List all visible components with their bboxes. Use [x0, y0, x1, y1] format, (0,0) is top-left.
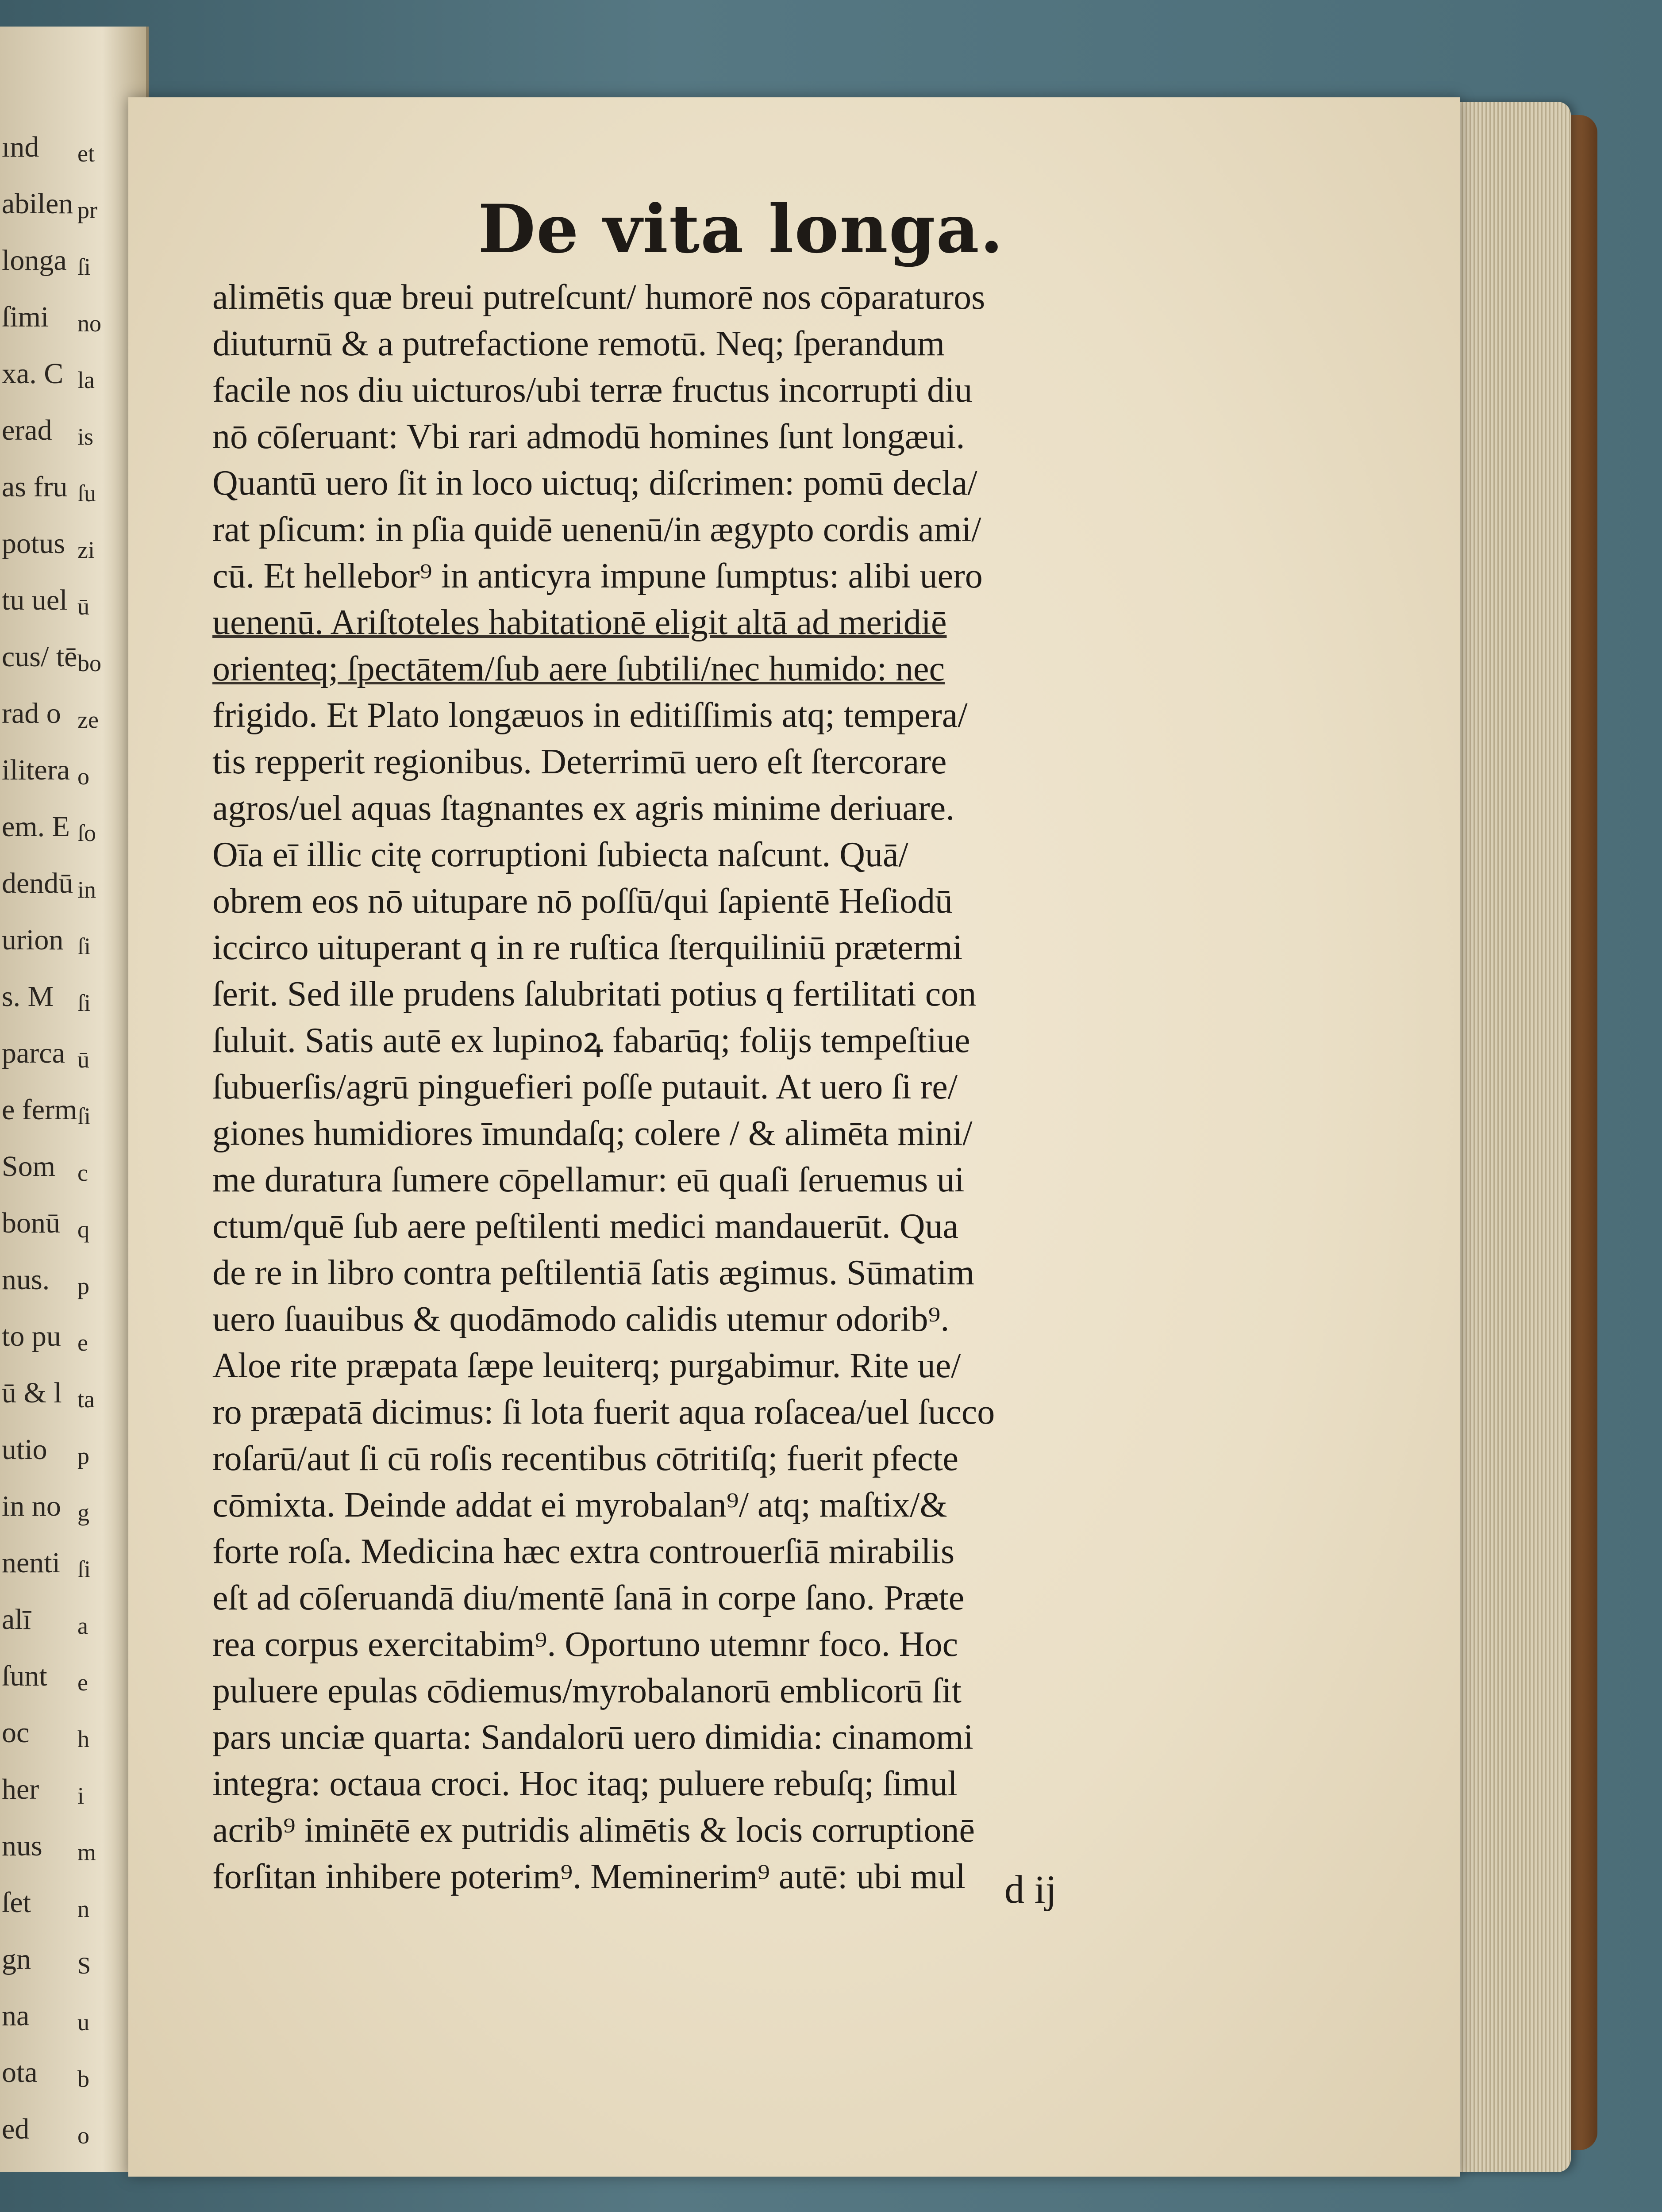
left-page-fragment-inner: no	[77, 310, 101, 337]
left-page-fragment: ſunt	[2, 1660, 47, 1692]
left-page-fragment-inner: zi	[77, 537, 95, 563]
left-page-edge	[0, 27, 149, 2172]
left-page-fragment: erad	[2, 414, 52, 446]
text-line: eſt ad cōſeruandā diu/mentē ſanā in corpe ſano. Præte	[212, 1578, 965, 1617]
left-page-fragment-inner: S	[77, 1952, 91, 1979]
left-page-fragment: utio	[2, 1433, 47, 1466]
text-line: Oīa eī illic citę corruptioni ſubiecta naſcunt. Quā/	[212, 835, 908, 874]
left-page-fragment-inner: la	[77, 367, 95, 393]
page-block-edges	[1447, 102, 1571, 2172]
left-page-fragment: nenti	[2, 1547, 60, 1579]
left-page-fragment: tu uel	[2, 584, 68, 616]
text-line: pars unciæ quarta: Sandalorū uero dimidia: cinamomi	[212, 1718, 973, 1757]
left-page-fragment-inner: in	[77, 876, 96, 903]
left-page-fragment-inner: ſi	[77, 990, 91, 1016]
left-page-fragment-inner: ſo	[77, 820, 96, 846]
left-page-fragment: gn	[2, 1943, 31, 1975]
left-page-fragment-inner: ta	[77, 1386, 95, 1413]
left-page-fragment: ilitera	[2, 754, 70, 786]
text-line: ſubuerſis/agrū pinguefieri poſſe putauit. At uero ſi re/	[212, 1068, 958, 1106]
left-page-fragment-inner: e	[77, 1669, 88, 1696]
left-page-fragment: oc	[2, 1717, 30, 1749]
text-line: rea corpus exercitabim⁹. Oportuno utemnr foco. Hoc	[212, 1625, 958, 1664]
text-line: Aloe rite præpata ſæpe leuiterq; purgabimur. Rite ue/	[212, 1346, 961, 1385]
left-page-fragment: urion	[2, 924, 64, 956]
text-line: giones humidiores īmundaſq; colere / & alimēta mini/	[212, 1114, 973, 1153]
left-page-fragment: dendū	[2, 867, 73, 899]
signature-mark: d ij	[1004, 1868, 1057, 1912]
text-line: uero ſuauibus & quodāmodo calidis utemur odorib⁹.	[212, 1300, 950, 1339]
text-line: cū. Et hellebor⁹ in anticyra impune ſumptus: alibi uero	[212, 557, 983, 595]
left-page-fragment-inner: q	[77, 1216, 89, 1243]
text-line: alimētis quæ breui putreſcunt/ humorē nos cōparaturos	[212, 278, 985, 317]
left-page-fragment: potus	[2, 527, 65, 560]
text-line: forte roſa. Medicina hæc extra controuerſiā mirabilis	[212, 1532, 955, 1571]
left-page-fragment-inner: is	[77, 423, 94, 450]
left-page-fragment-inner: ſi	[77, 253, 91, 280]
left-page-fragment-inner: m	[77, 1839, 96, 1866]
left-page-fragment: abilen	[2, 188, 73, 220]
text-line: cōmixta. Deinde addat ei myrobalan⁹/ atq; maſtix/&	[212, 1486, 947, 1525]
left-page-fragment: her	[2, 1773, 39, 1805]
left-page-fragment-inner: o	[77, 2122, 89, 2149]
text-line: frigido. Et Plato longæuos in editiſſimis atq; tempera/	[212, 696, 968, 735]
running-head: De vita longa.	[478, 190, 1004, 268]
left-page-fragment-inner: ſi	[77, 933, 91, 960]
text-line: uenenū. Ariſtoteles habitationē eligit altā ad meridiē	[212, 603, 947, 642]
text-line: ctum/quē ſub aere peſtilenti medici mandauerūt. Qua	[212, 1207, 959, 1246]
left-page-fragment-inner: c	[77, 1160, 88, 1186]
left-page-fragment: in no	[2, 1490, 61, 1522]
left-page-fragment-inner: ū	[77, 1046, 89, 1073]
left-page-fragment-inner: bo	[77, 650, 101, 676]
left-page-fragment: ſimi	[2, 301, 49, 333]
text-line: integra: octaua croci. Hoc itaq; puluere rebuſq; ſimul	[212, 1764, 958, 1803]
left-page-fragment: e ferm	[2, 1094, 77, 1126]
left-page-fragment: nus	[2, 1830, 42, 1862]
left-page-fragment-inner: h	[77, 1726, 89, 1752]
text-line: puluere epulas cōdiemus/myrobalanorū emblicorū ſit	[212, 1671, 962, 1710]
left-page-fragment-inner: pr	[77, 197, 97, 223]
left-page-fragment-inner: et	[77, 140, 95, 167]
text-line: Quantū uero ſit in loco uictuq; diſcrimen: pomū decla/	[212, 464, 977, 503]
left-page-fragment-inner: n	[77, 1896, 89, 1922]
left-page-fragment: bonū	[2, 1207, 60, 1239]
text-line: ſuluit. Satis autē ex lupinoꝝ fabarūq; folijs tempeſtiue	[212, 1021, 970, 1060]
text-line: orienteq; ſpectātem/ſub aere ſubtili/nec humido: nec	[212, 649, 945, 688]
text-line: roſarū/aut ſi cū roſis recentibus cōtritiſq; fuerit pfecte	[212, 1439, 959, 1478]
left-page-fragment: as fru	[2, 471, 68, 503]
body-text	[212, 274, 1208, 1900]
left-page-fragment-inner: ſu	[77, 480, 96, 507]
text-line: acrib⁹ iminētē ex putridis alimētis & locis corruptionē	[212, 1811, 975, 1850]
left-page-fragment: ota	[2, 2056, 38, 2089]
left-page-fragment: ū & l	[2, 1377, 62, 1409]
left-page-fragment-inner: p	[77, 1443, 89, 1469]
text-line: diuturnū & a putrefactione remotū. Neq; ſperandum	[212, 324, 945, 363]
text-line: facile nos diu uicturos/ubi terræ fructus incorrupti diu	[212, 371, 973, 410]
left-page-fragment-inner: ſi	[77, 1556, 91, 1582]
left-page-fragment-inner: b	[77, 2066, 89, 2092]
text-line: ſerit. Sed ille prudens ſalubritati potius q fertilitati con	[212, 975, 977, 1014]
left-page-fragment: s. M	[2, 980, 54, 1013]
left-page-fragment: ed	[2, 2113, 30, 2145]
left-page-fragment: parca	[2, 1037, 65, 1069]
left-page-fragment-inner: e	[77, 1329, 88, 1356]
left-page-fragment: ınd	[2, 131, 39, 163]
left-page-fragment-inner: o	[77, 763, 89, 790]
left-page-fragment: to pu	[2, 1320, 61, 1352]
text-line: ro præpatā dicimus: ſi lota fuerit aqua roſacea/uel ſucco	[212, 1393, 995, 1432]
text-line: tis repperit regionibus. Deterrimū uero eſt ſtercorare	[212, 742, 947, 781]
left-page-fragment-inner: p	[77, 1273, 89, 1299]
text-line: de re in libro contra peſtilentiā ſatis ægimus. Sūmatim	[212, 1253, 974, 1292]
text-line: agros/uel aquas ſtagnantes ex agris minime deriuare.	[212, 789, 955, 828]
text-line: forſitan inhibere poterim⁹. Meminerim⁹ autē: ubi mul	[212, 1857, 966, 1896]
left-page-fragment: ſet	[2, 1886, 31, 1919]
text-line: me duratura ſumere cōpellamur: eū quaſi ſeruemus ui	[212, 1160, 965, 1199]
left-page-fragment-inner: g	[77, 1499, 89, 1526]
left-page-fragment: nus.	[2, 1263, 50, 1296]
left-page-fragment-inner: i	[77, 1782, 85, 1809]
left-page-fragment: rad o	[2, 697, 61, 730]
left-page-fragment: longa	[2, 244, 67, 276]
left-page-fragment-inner: ze	[77, 707, 99, 733]
left-page-fragment-inner: ſi	[77, 1103, 91, 1129]
left-page-fragment-inner: ū	[77, 593, 89, 620]
text-line: rat pſicum: in pſia quidē uenenū/in ægypto cordis ami/	[212, 510, 981, 549]
left-page-fragment: alī	[2, 1603, 31, 1636]
left-page-fragment: em. E	[2, 810, 70, 843]
left-page-fragment: cus/ tē	[2, 641, 77, 673]
left-page-fragment: xa. C	[2, 357, 64, 390]
text-line: obrem eos nō uitupare nō poſſū/qui ſapientē Heſiodū	[212, 882, 953, 921]
left-page-fragment-inner: u	[77, 2009, 89, 2035]
left-page-fragment: na	[2, 2000, 30, 2032]
left-page-fragment: Som	[2, 1150, 56, 1183]
text-line: nō cōſeruant: Vbi rari admodū homines ſunt longæui.	[212, 417, 965, 456]
text-line: iccirco uituperant q in re ruſtica ſterquiliniū prætermi	[212, 928, 962, 967]
left-page-fragment-inner: a	[77, 1613, 88, 1639]
